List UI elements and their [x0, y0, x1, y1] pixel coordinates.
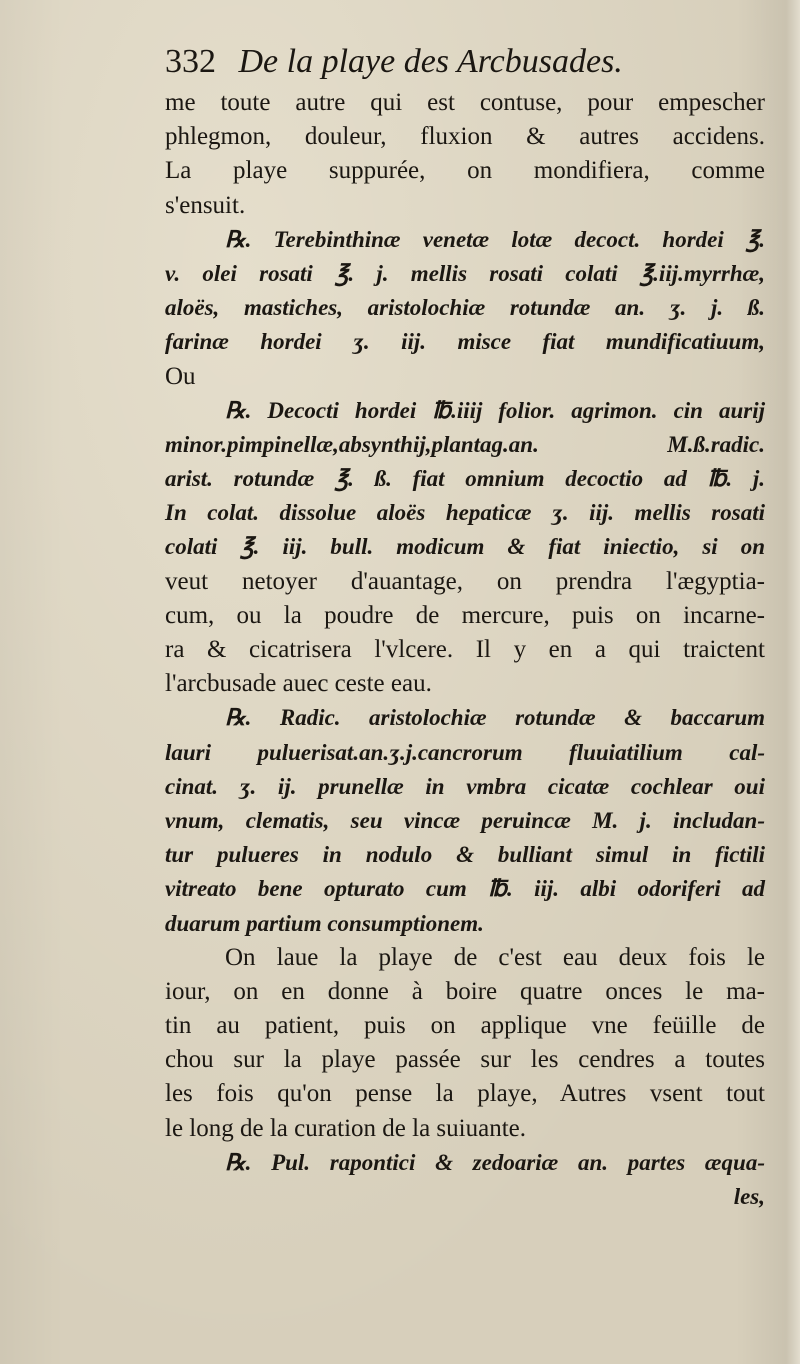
recipe-line: vnum, clematis, seu vincæ peruincæ M. j. includan- — [165, 807, 765, 833]
recipe-line: arist. rotundæ ℥. ß. fiat omnium decoctio ad ℔. j. — [165, 466, 765, 492]
recipe-line: colati ℥. iij. bull. modicum & fiat iniectio, si on — [165, 534, 765, 560]
text-line: s'ensuit. — [165, 191, 246, 219]
recipe-line: lauri puluerisat.an.ʒ.j.cancrorum fluuiatilium cal- — [165, 739, 765, 765]
recipe-line: farinæ hordei ʒ. iij. misce fiat mundificatiuum, — [165, 329, 765, 355]
running-title: De la playe des Arcbusades. — [238, 43, 623, 80]
recipe-line: aloës, mastiches, aristolochiæ rotundæ an. ʒ. j. ß. — [165, 295, 765, 321]
page-number: 332 — [165, 43, 216, 80]
text-line: tin au patient, puis on applique vne feüille de — [165, 1012, 765, 1040]
recipe-line: les, — [733, 1184, 765, 1209]
recipe-line: duarum partium consumptionem. — [165, 910, 484, 936]
text-line: chou sur la playe passée sur les cendres a toutes — [165, 1046, 765, 1074]
page-edge — [786, 0, 800, 1364]
text-line: veut netoyer d'auantage, on prendra l'ægyptia- — [165, 567, 765, 595]
recipe-line: ℞. Pul. rapontici & zedoariæ an. partes æqua- — [225, 1149, 765, 1175]
page-text-block — [165, 40, 765, 1214]
text-line: cum, ou la poudre de mercure, puis on incarne- — [165, 601, 765, 629]
recipe-line: ℞. Radic. aristolochiæ rotundæ & baccarum — [225, 705, 765, 731]
text-line: Ou — [165, 362, 196, 390]
text-line: ra & cicatrisera l'vlcere. Il y en a qui traictent — [165, 636, 765, 663]
text-line: phlegmon, douleur, fluxion & autres accidens. — [165, 123, 765, 151]
text-line: le long de la curation de la suiuante. — [165, 1114, 526, 1142]
running-head — [165, 40, 765, 86]
text-line: On laue la playe de c'est eau deux fois le — [225, 943, 765, 971]
recipe-line: vitreato bene opturato cum ℔. iij. albi odoriferi ad — [165, 876, 765, 902]
recipe-line: minor.pimpinellæ,absynthij,plantag.an. M.ß.radic. — [165, 431, 765, 457]
recipe-line: tur pulueres in nodulo & bulliant simul in fictili — [165, 842, 765, 868]
recipe-line: cinat. ʒ. ij. prunellæ in vmbra cicatæ cochlear oui — [165, 773, 765, 799]
text-line: l'arcbusade auec ceste eau. — [165, 670, 432, 698]
recipe-line: ℞. Decocti hordei ℔.iiij folior. agrimon. cin aurij — [225, 397, 765, 423]
text-line: La playe suppurée, on mondifiera, comme — [165, 157, 765, 185]
recipe-line: v. olei rosati ℥. j. mellis rosati colati ℥.iij.myrrhæ, — [165, 260, 765, 286]
recipe-line: In colat. dissolue aloës hepaticæ ʒ. iij. mellis rosati — [165, 500, 765, 526]
text-line: me toute autre qui est contuse, pour empescher — [165, 89, 765, 116]
recipe-line: ℞. Terebinthinæ venetæ lotæ decoct. hordei ℥. — [225, 226, 765, 252]
text-line: les fois qu'on pense la playe, Autres vsent tout — [165, 1080, 765, 1108]
text-line: iour, on en donne à boire quatre onces le ma- — [165, 977, 765, 1005]
body-text — [165, 86, 765, 1214]
